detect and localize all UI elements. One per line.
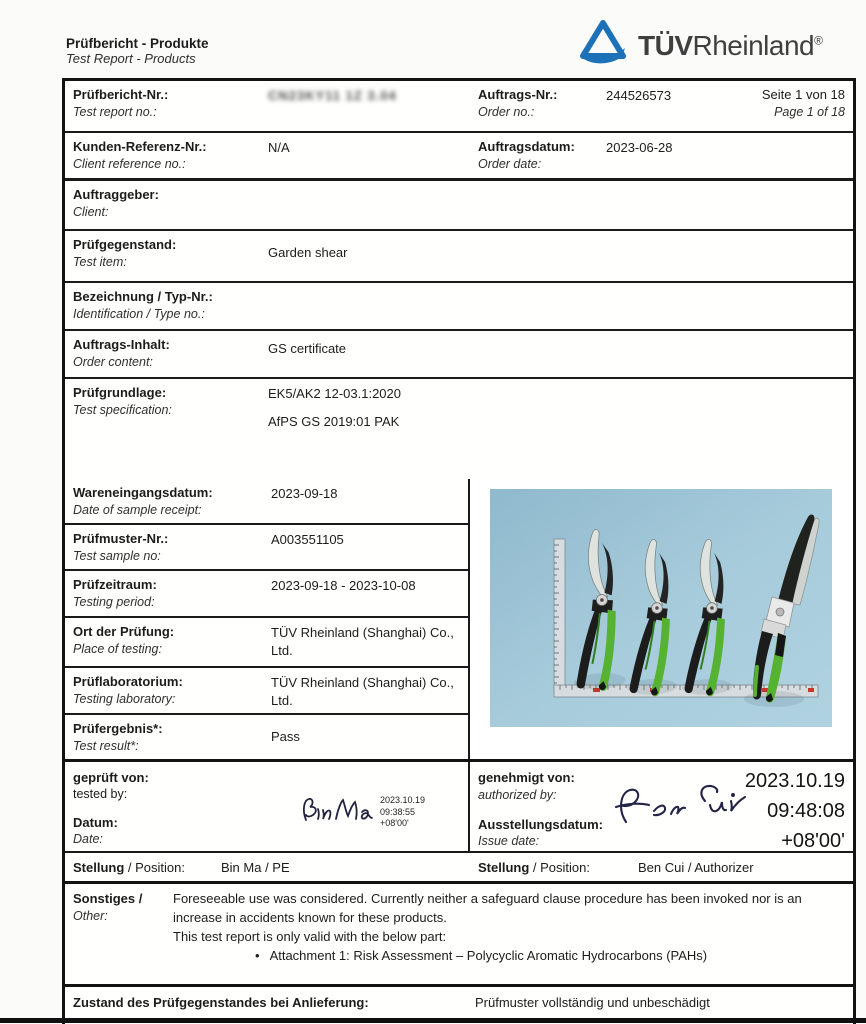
order-no-label: Auftrags-Nr.: Order no.:	[478, 87, 558, 119]
remarks-section	[65, 884, 853, 987]
row-client	[65, 181, 853, 231]
logo-registered-mark: ®	[814, 33, 823, 48]
test-spec-values	[268, 384, 401, 474]
sample-photo	[490, 489, 832, 727]
row-sample-no: Prüfmuster-Nr.: Test sample no: A003551105	[65, 525, 468, 571]
position-value-left: Bin Ma / PE	[221, 859, 290, 875]
row-identification	[65, 283, 853, 331]
remarks-bullet: • Attachment 1: Risk Assessment – Polycyclic Aromatic Hydrocarbons (PAHs)	[173, 947, 811, 966]
row-testing-period: Prüfzeitraum: Testing period: 2023-09-18 - 2023-10-08	[65, 571, 468, 618]
logo-wordmark	[638, 30, 822, 62]
place-of-testing-value: TÜV Rheinland (Shanghai) Co., Ltd.	[271, 625, 454, 658]
document-title-de: Prüfbericht - Produkte	[66, 36, 209, 51]
authorized-by-timestamp: 2023.10.19 09:48:08 +08'00'	[744, 770, 845, 852]
signature-bin-ma	[298, 792, 376, 832]
report-no-value-redacted: CN23KY11 1Z 3.04	[268, 88, 397, 103]
position-label-right: Stellung / Position:	[478, 859, 590, 875]
page-indicator-de: Seite 1 von 18	[761, 87, 845, 102]
row-test-spec	[65, 379, 853, 479]
document-title	[66, 36, 209, 66]
report-no-label: Prüfbericht-Nr.: Test report no.:	[73, 87, 169, 119]
order-date-label: Auftragsdatum: Order date:	[478, 139, 575, 171]
remarks-line-1: Foreseeable use was considered. Currently neither a safeguard clause procedure has been invoked nor is an increase in accidents known for these products.	[173, 891, 802, 925]
tested-by-block	[65, 762, 470, 851]
test-item-value: Garden shear	[268, 245, 348, 260]
row-test-result: Prüfergebnis*: Test result*: Pass	[73, 721, 300, 753]
authorized-by-block	[470, 762, 853, 851]
tested-by-label-de: geprüft von:	[73, 770, 149, 785]
test-spec-label: Prüfgrundlage: Test specification:	[73, 385, 172, 417]
tested-by-label-en: tested by:	[73, 786, 128, 801]
signature-section	[65, 762, 853, 884]
client-label: Auftraggeber: Client:	[73, 187, 159, 219]
condition-label: Zustand des Prüfgegenstandes bei Anlieferung:	[73, 995, 369, 1010]
signature-ben-cui	[608, 780, 758, 834]
row-order-content	[65, 331, 853, 379]
test-spec-value-1: EK5/AK2 12-03.1:2020	[268, 386, 401, 401]
row-testing-laboratory: Prüflaboratorium: Testing laboratory: TÜV Rheinland (Shanghai) Co., Ltd.	[65, 668, 468, 715]
sample-photo-cell	[470, 479, 853, 759]
condition-value: Prüfmuster vollständig und unbeschädigt	[475, 995, 710, 1010]
row-client-ref	[65, 133, 853, 181]
authorized-by-label-de: genehmigt von:	[478, 770, 575, 785]
tuv-triangle-icon	[578, 20, 628, 71]
row-place-of-testing: Ort der Prüfung: Place of testing: TÜV Rheinland (Shanghai) Co., Ltd.	[65, 618, 468, 668]
sample-section	[65, 479, 853, 762]
tested-by-timestamp: 2023.10.19 09:38:55 +08'00'	[380, 795, 426, 829]
client-ref-value: N/A	[268, 140, 290, 155]
remarks-line-2: This test report is only valid with the below part:	[173, 928, 447, 944]
order-content-label: Auftrags-Inhalt: Order content:	[73, 337, 170, 369]
date-label-de: Datum:	[73, 814, 118, 830]
client-ref-label: Kunden-Referenz-Nr.: Client reference no.:	[73, 139, 207, 171]
order-content-value: GS certificate	[268, 341, 347, 356]
page-indicator-en: Page 1 of 18	[774, 104, 845, 119]
sample-detail-rows	[65, 479, 470, 759]
logo-tuv-text: TÜV	[638, 29, 693, 61]
testing-period-value: 2023-09-18 - 2023-10-08	[271, 578, 416, 593]
issue-date-label-en: Issue date:	[478, 834, 540, 849]
remarks-text	[171, 890, 811, 978]
identification-label: Bezeichnung / Typ-Nr.: Identification / Type no.:	[73, 289, 213, 321]
page-bottom-edge	[0, 1018, 866, 1023]
row-report-no	[65, 81, 853, 133]
page-indicator	[728, 86, 845, 126]
test-spec-value-2: AfPS GS 2019:01 PAK	[268, 413, 400, 429]
order-no-value: 244526573	[606, 88, 672, 103]
position-label-left: Stellung / Position:	[73, 859, 185, 875]
logo-rheinland-text: Rheinland	[692, 29, 815, 61]
row-test-item	[65, 231, 853, 283]
authorized-by-label-en: authorized by:	[478, 787, 557, 802]
tuv-rheinland-logo	[578, 20, 822, 71]
issue-date-label-de: Ausstellungsdatum:	[478, 816, 603, 832]
position-row	[65, 851, 853, 881]
document-title-en: Test Report - Products	[66, 51, 196, 66]
remarks-label: Sonstiges / Other:	[73, 891, 143, 923]
test-result-value: Pass	[271, 729, 300, 744]
sample-no-value: A003551105	[271, 532, 344, 547]
condition-row	[65, 987, 853, 1018]
date-label-en: Date:	[73, 832, 103, 847]
report-table	[62, 78, 856, 1024]
testing-laboratory-value: TÜV Rheinland (Shanghai) Co., Ltd.	[271, 675, 454, 708]
test-item-label: Prüfgegenstand: Test item:	[73, 237, 177, 269]
receipt-date-value: 2023-09-18	[271, 486, 338, 501]
order-date-value: 2023-06-28	[606, 140, 673, 155]
row-receipt-date: Wareneingangsdatum: Date of sample receipt: 2023-09-18	[65, 479, 468, 525]
position-value-right: Ben Cui / Authorizer	[638, 859, 754, 875]
